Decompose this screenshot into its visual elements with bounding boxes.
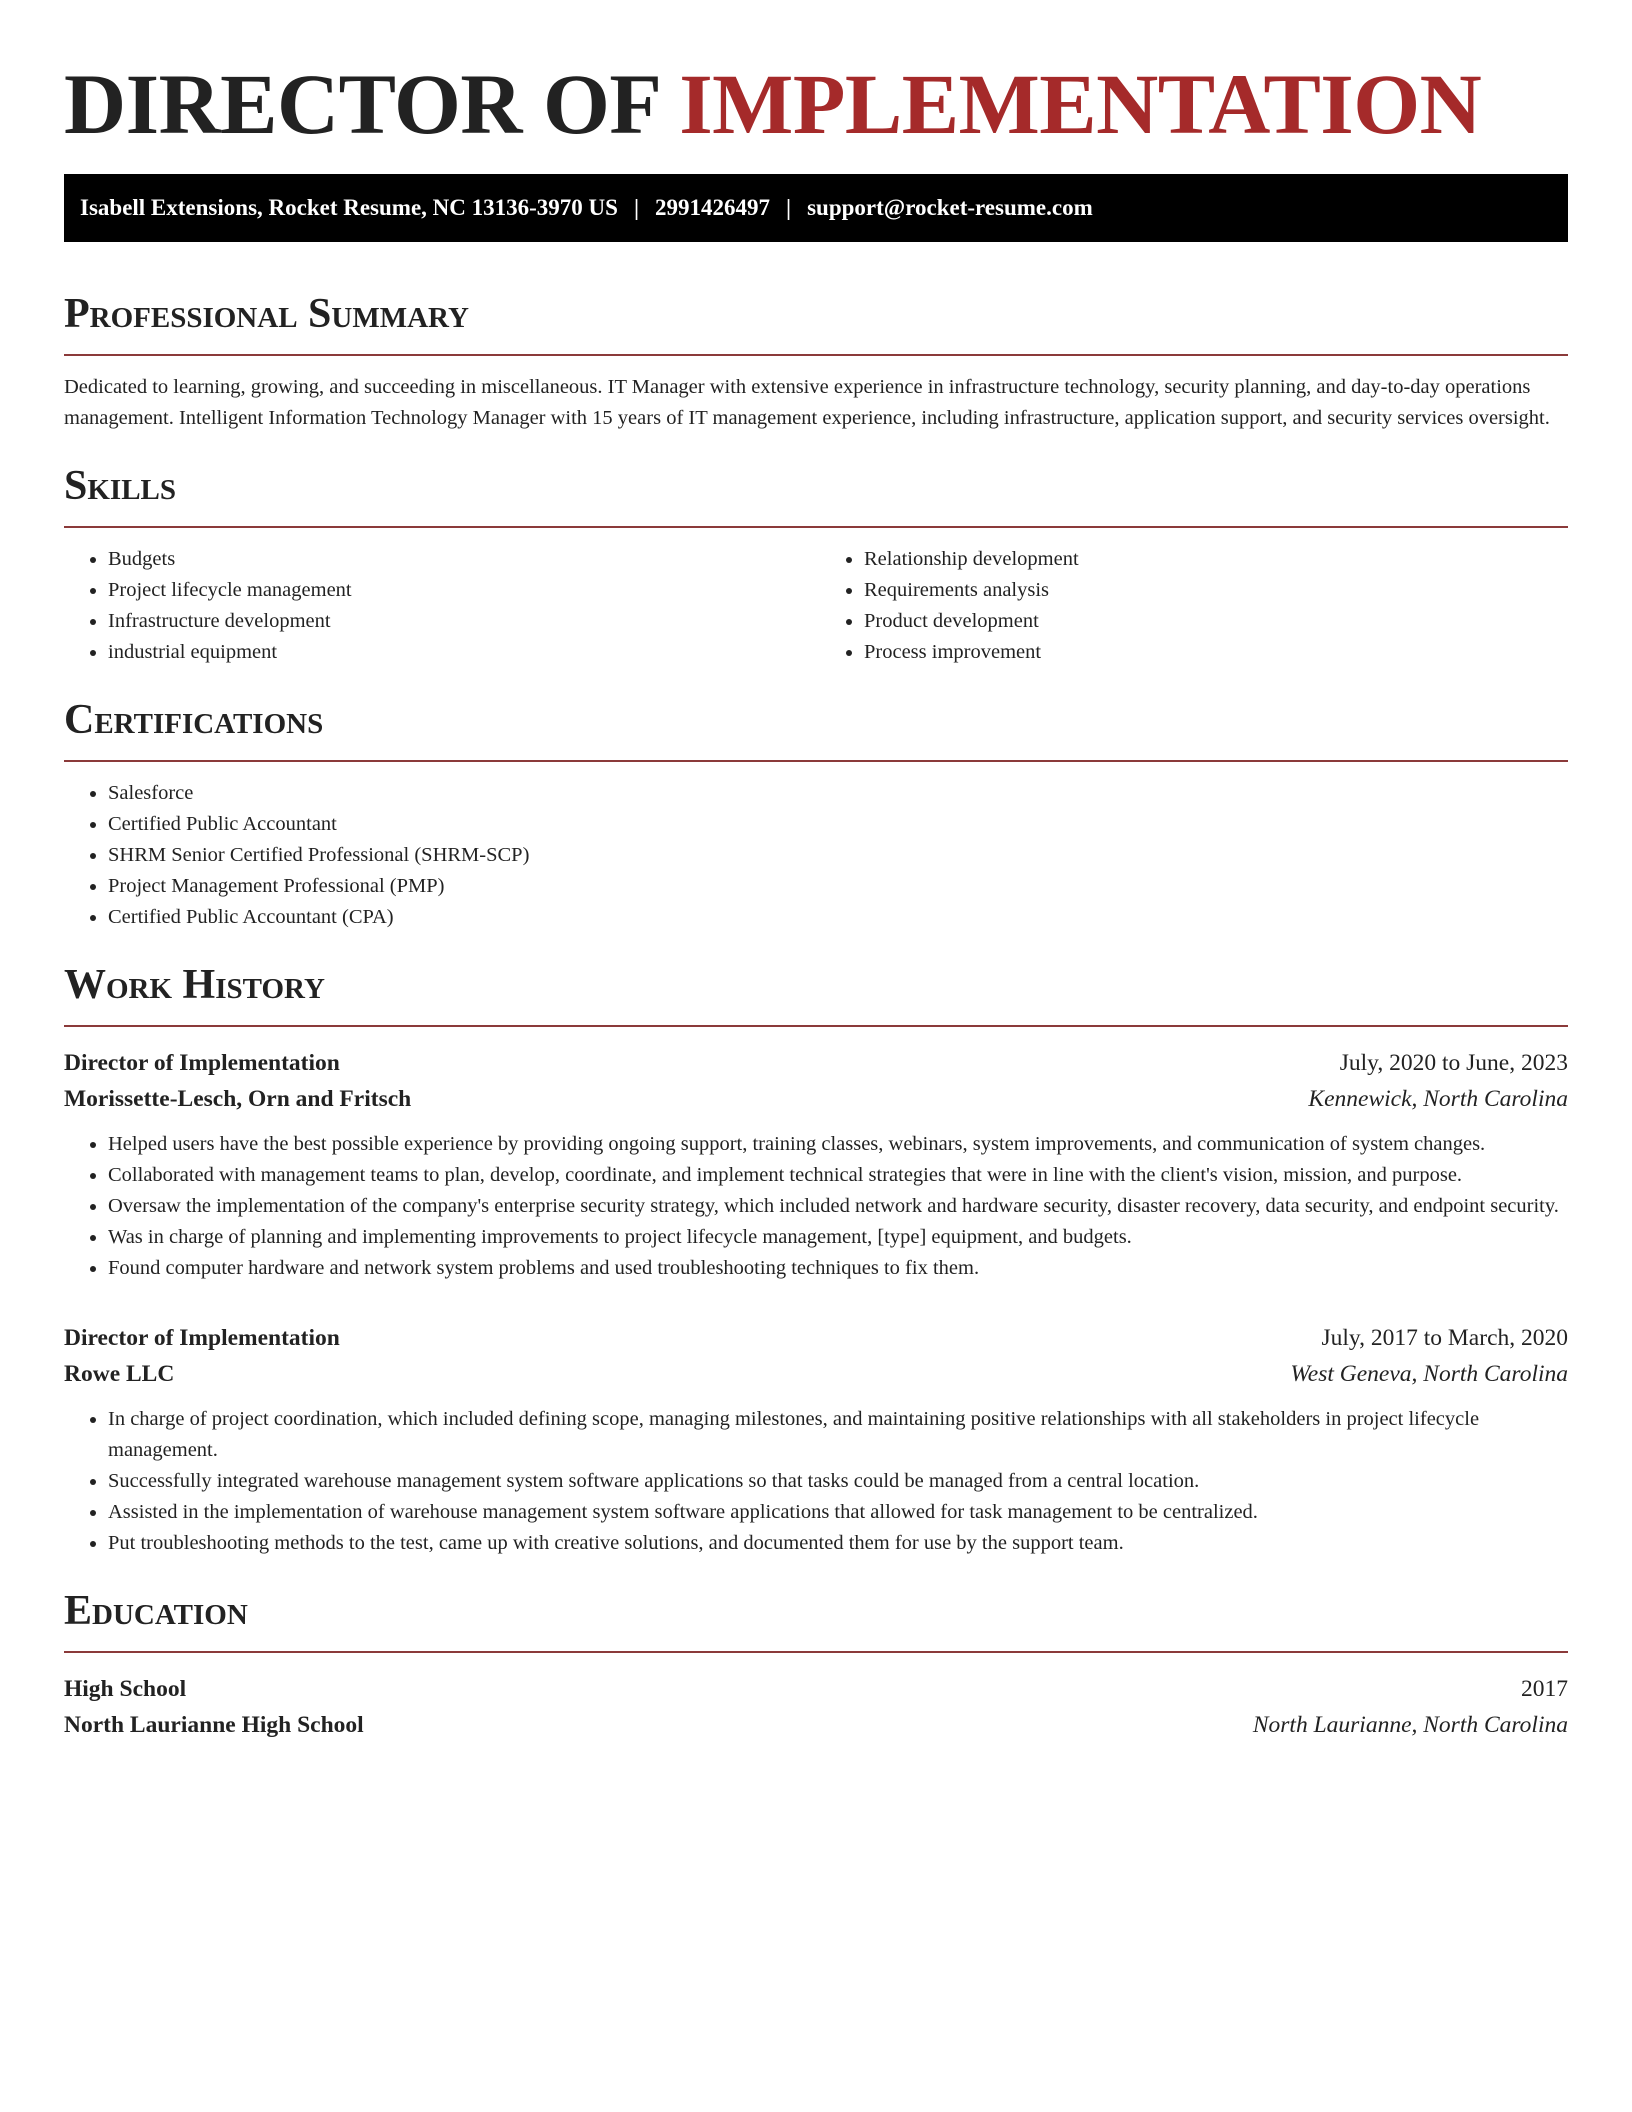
skill-item: • Infrastructure development [108,606,816,637]
work-history-heading: Work History [64,962,325,1008]
job-bullet: • Assisted in the implementation of warehouse management system software applications that allowed for task management to be centralized. [108,1497,1568,1528]
certification-item: • SHRM Senior Certified Professional (SHRM-SCP) [108,840,1568,871]
job-dates: July, 2020 to June, 2023 [1339,1050,1568,1076]
skill-item: • Budgets [108,544,816,575]
education-entry [64,1671,1568,1743]
skills-heading: Skills [64,463,177,509]
resume-title [64,54,1568,154]
title-accent: IMPLEMENTATION [679,56,1482,152]
job-company: Morissette-Lesch, Orn and Fritsch [64,1086,412,1112]
summary-section [64,286,1568,434]
education-year: 2017 [1521,1676,1568,1702]
contact-address: Isabell Extensions, Rocket Resume, NC 13136-3970 US [80,195,618,220]
job-entry [64,1045,1568,1284]
skill-item: • Relationship development [864,544,1568,575]
skills-section [64,458,1568,668]
job-location: Kennewick, North Carolina [1308,1086,1568,1112]
skill-item: • Requirements analysis [864,575,1568,606]
skill-item: • industrial equipment [108,637,816,668]
job-bullet: • Put troubleshooting methods to the test, came up with creative solutions, and documented them for use by the support team. [108,1528,1568,1559]
job-bullet: • Helped users have the best possible experience by providing ongoing support, training classes, webinars, system improvements, and communication of system changes. [108,1129,1568,1160]
contact-separator: | [786,195,792,220]
contact-separator: | [633,195,640,220]
job-bullets [64,1129,1568,1284]
certifications-list [64,778,1568,933]
job-dates: July, 2017 to March, 2020 [1321,1325,1568,1351]
contact-email: support@rocket-resume.com [807,195,1093,220]
skill-item: • Process improvement [864,637,1568,668]
job-bullets [64,1404,1568,1559]
education-school-row [64,1707,1568,1743]
section-divider [64,354,1568,356]
education-school: North Laurianne High School [64,1712,364,1738]
section-divider [64,1025,1568,1027]
education-degree-row [64,1671,1568,1707]
title-main: DIRECTOR OF [64,56,659,152]
skill-item: • Product development [864,606,1568,637]
education-location: North Laurianne, North Carolina [1252,1712,1568,1738]
job-bullet: • Successfully integrated warehouse management system software applications so that tasks could be managed from a central location. [108,1466,1568,1497]
job-title: Director of Implementation [64,1050,340,1076]
job-bullet: • Found computer hardware and network system problems and used troubleshooting techniques to fix them. [108,1253,1568,1284]
summary-heading: Professional Summary [64,291,469,337]
education-heading: Education [64,1588,248,1634]
summary-text: Dedicated to learning, growing, and succeeding in miscellaneous. IT Manager with extensive experience in infrastructure technology, security planning, and day-to-day operations management. Intelligent Information Technology Manager with 15 years of IT management experience, including infrastructure, application support, and security services oversight. [64,376,1550,429]
skills-grid [64,528,1568,668]
work-history-section [64,957,1568,1559]
job-company-row [64,1356,1568,1392]
skills-list-left [64,544,816,668]
job-title-row [64,1045,1568,1081]
certification-item: • Certified Public Accountant (CPA) [108,902,1568,933]
contact-phone: 2991426497 [655,195,771,220]
job-company: Rowe LLC [64,1361,175,1387]
certification-item: • Certified Public Accountant [108,809,1568,840]
skills-list-right [816,544,1568,668]
job-title-row [64,1320,1568,1356]
job-company-row [64,1081,1568,1117]
education-section [64,1583,1568,1743]
contact-bar [64,174,1568,242]
education-degree: High School [64,1676,187,1702]
job-entry [64,1320,1568,1559]
job-bullet: • Oversaw the implementation of the company's enterprise security strategy, which included network and hardware security, disaster recovery, data security, and endpoint security. [108,1191,1568,1222]
certifications-section [64,692,1568,933]
section-divider [64,760,1568,762]
skill-item: • Project lifecycle management [108,575,816,606]
certification-item: • Salesforce [108,778,1568,809]
job-location: West Geneva, North Carolina [1290,1361,1568,1387]
certifications-heading: Certifications [64,697,324,743]
job-bullet: • In charge of project coordination, which included defining scope, managing milestones, and maintaining positive relationships with all stakeholders in project lifecycle management. [108,1404,1568,1466]
job-title: Director of Implementation [64,1325,340,1351]
job-bullet: • Collaborated with management teams to plan, develop, coordinate, and implement technical strategies that were in line with the client's vision, mission, and purpose. [108,1160,1568,1191]
job-bullet: • Was in charge of planning and implementing improvements to project lifecycle management, [type] equipment, and budgets. [108,1222,1568,1253]
section-divider [64,1651,1568,1653]
certification-item: • Project Management Professional (PMP) [108,871,1568,902]
